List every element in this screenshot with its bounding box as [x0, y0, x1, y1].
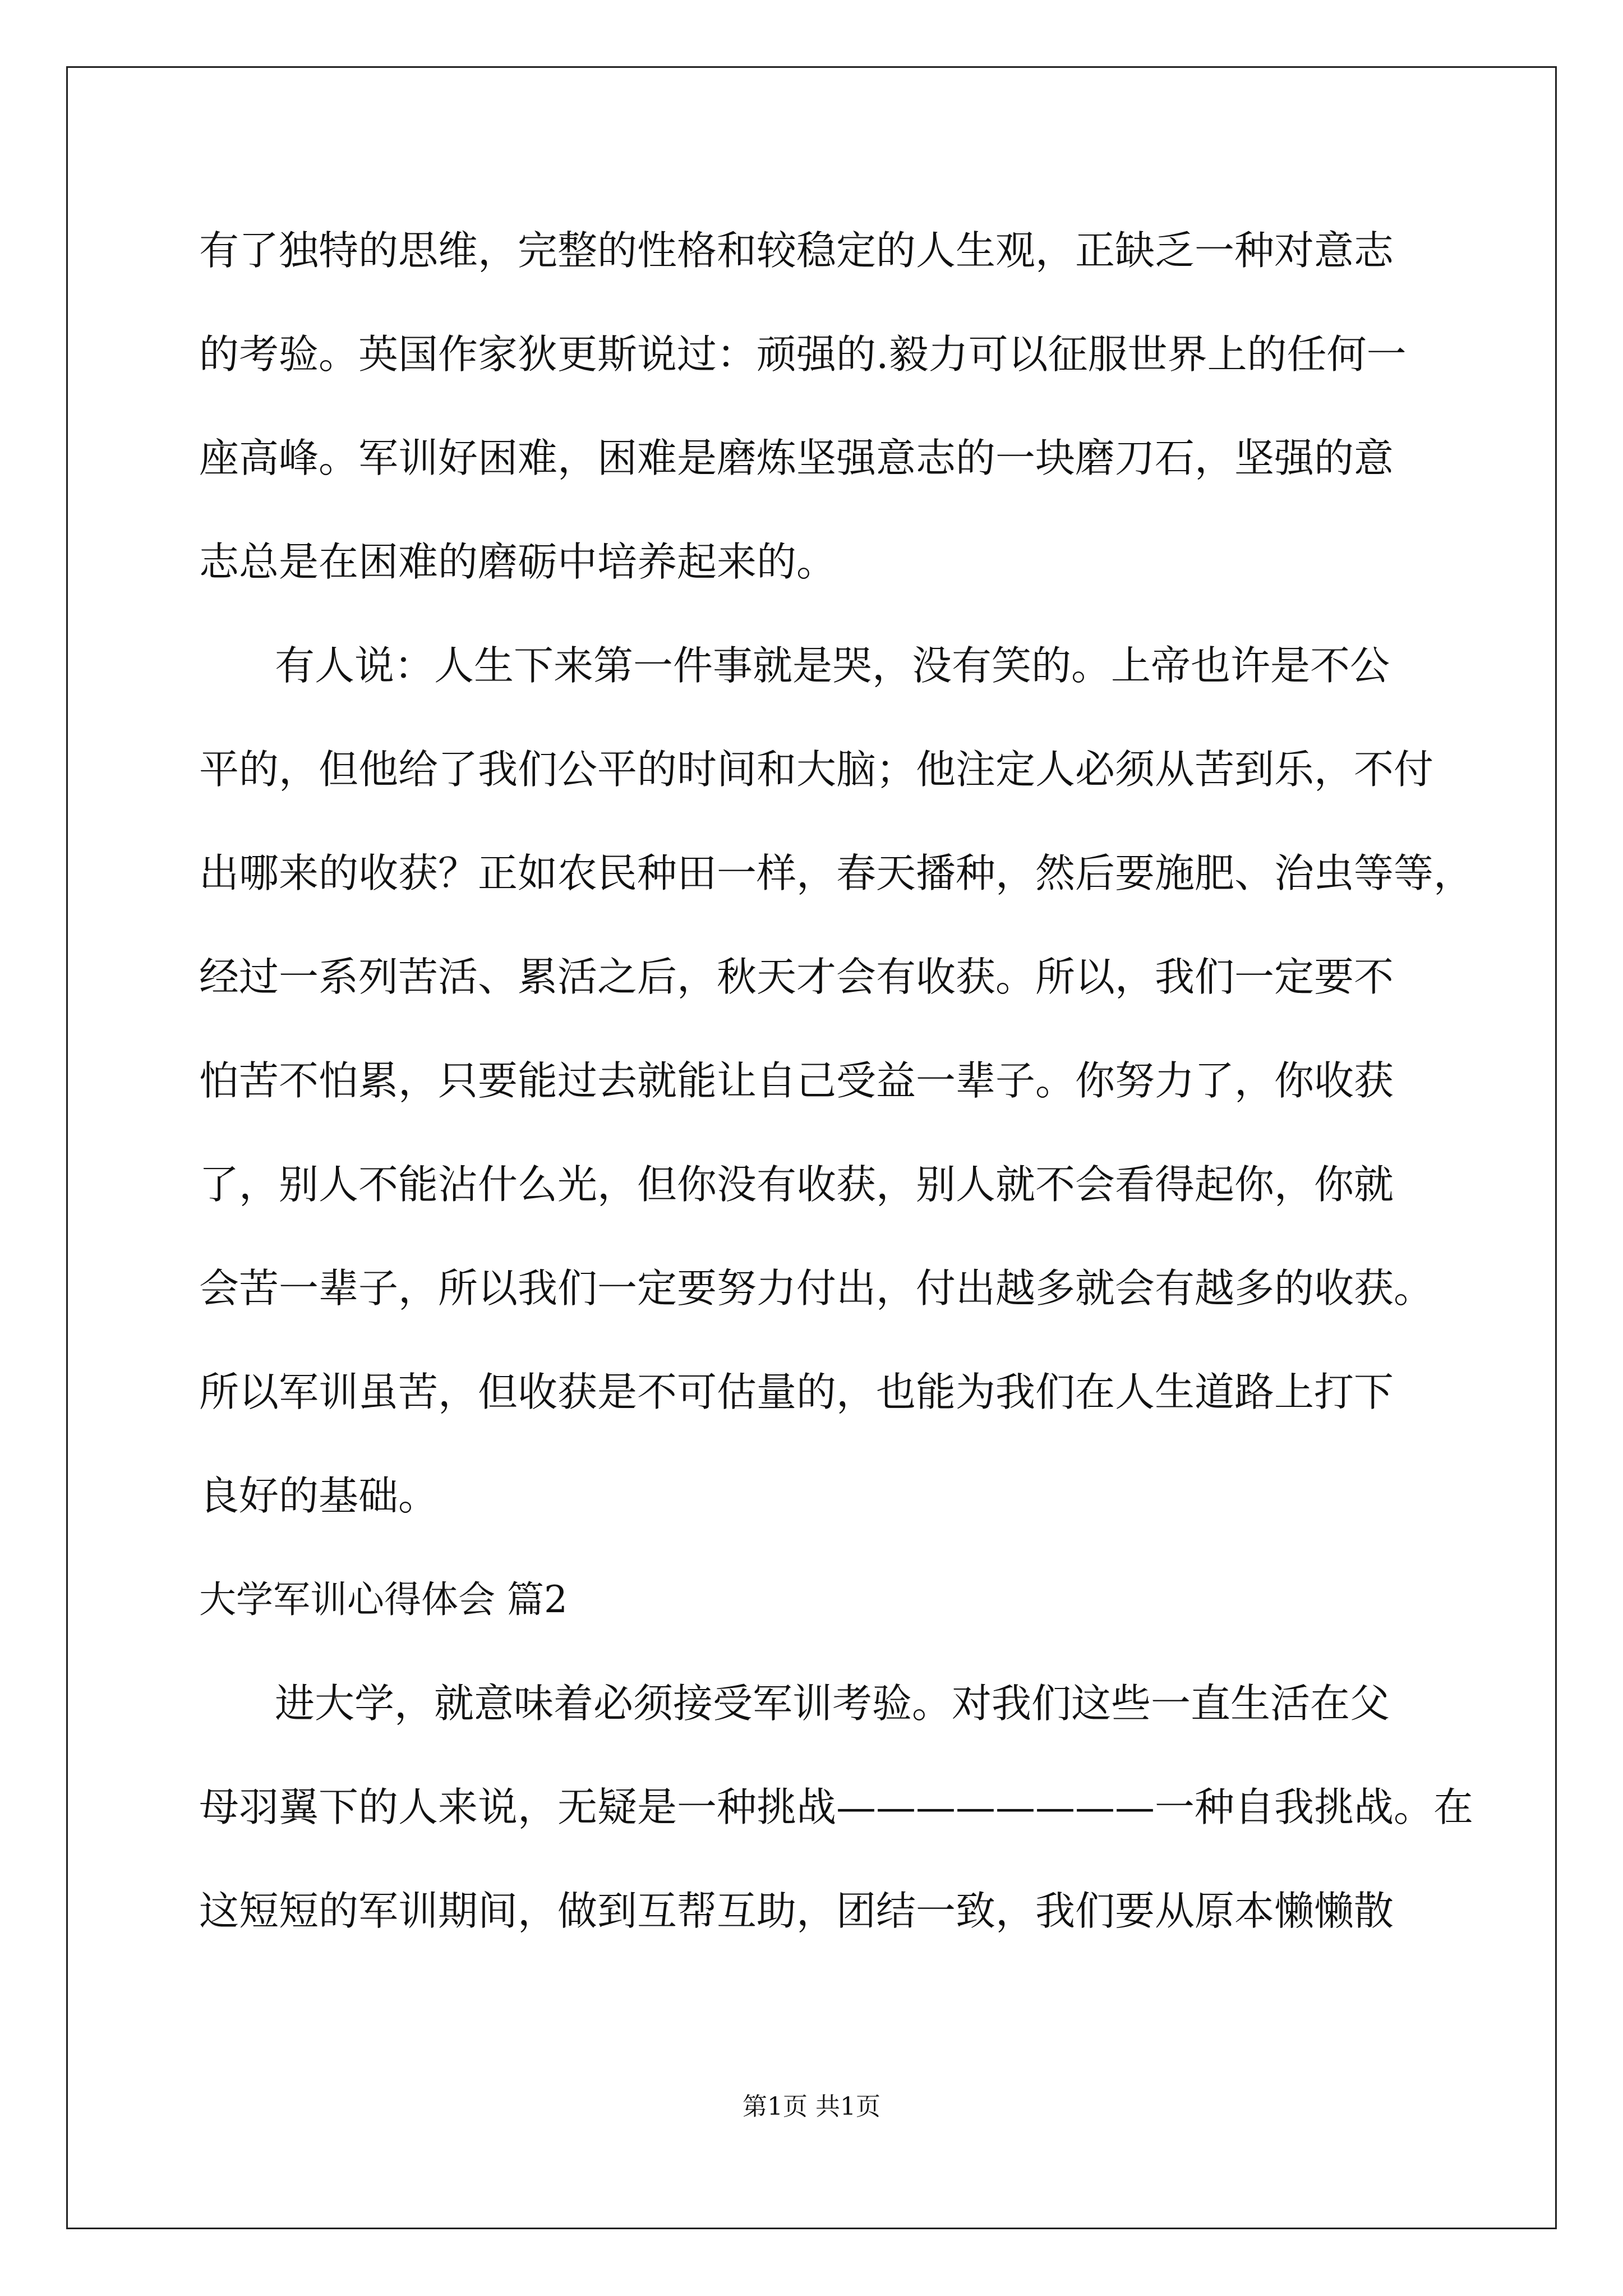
page-footer: 第1页 共1页 [743, 2092, 880, 2121]
paragraph-first-line: 进大学，就意味着必须接受军训考验。对我们这些一直生活在父 [275, 1680, 1390, 1727]
text-line: 志总是在困难的磨砺中培养起来的。 [199, 539, 837, 585]
paragraph-first-line: 有人说：人生下来第一件事就是哭，没有笑的。上帝也许是不公 [275, 642, 1390, 689]
text-line: 平的，但他给了我们公平的时间和大脑；他注定人必须从苦到乐，不付 [199, 746, 1434, 793]
text-line: 所以军训虽苦，但收获是不可估量的，也能为我们在人生道路上打下 [199, 1369, 1394, 1415]
text-line: 良好的基础。 [199, 1473, 439, 1519]
text-line: 有了独特的思维，完整的性格和较稳定的人生观，正缺乏一种对意志 [199, 227, 1394, 274]
text-line: 怕苦不怕累，只要能过去就能让自己受益一辈子。你努力了，你收获 [199, 1057, 1394, 1104]
section-title: 大学军训心得体会 篇2 [199, 1578, 568, 1621]
text-line: 会苦一辈子，所以我们一定要努力付出，付出越多就会有越多的收获。 [199, 1265, 1434, 1312]
text-line: 座高峰。军训好困难，困难是磨炼坚强意志的一块磨刀石，坚强的意 [199, 435, 1394, 481]
text-line: 母羽翼下的人来说，无疑是一种挑战————————一种自我挑战。在 [199, 1784, 1474, 1830]
text-line: 的考验。英国作家狄更斯说过：顽强的.毅力可以征服世界上的任何一 [199, 331, 1407, 378]
text-line: 经过一系列苦活、累活之后，秋天才会有收获。所以，我们一定要不 [199, 954, 1394, 1000]
text-line: 了，别人不能沾什么光，但你没有收获，别人就不会看得起你，你就 [199, 1161, 1394, 1208]
text-line: 出哪来的收获？正如农民种田一样，春天播种，然后要施肥、治虫等等， [199, 850, 1474, 896]
text-line: 这短短的军训期间，做到互帮互助，团结一致，我们要从原本懒懒散 [199, 1888, 1394, 1934]
